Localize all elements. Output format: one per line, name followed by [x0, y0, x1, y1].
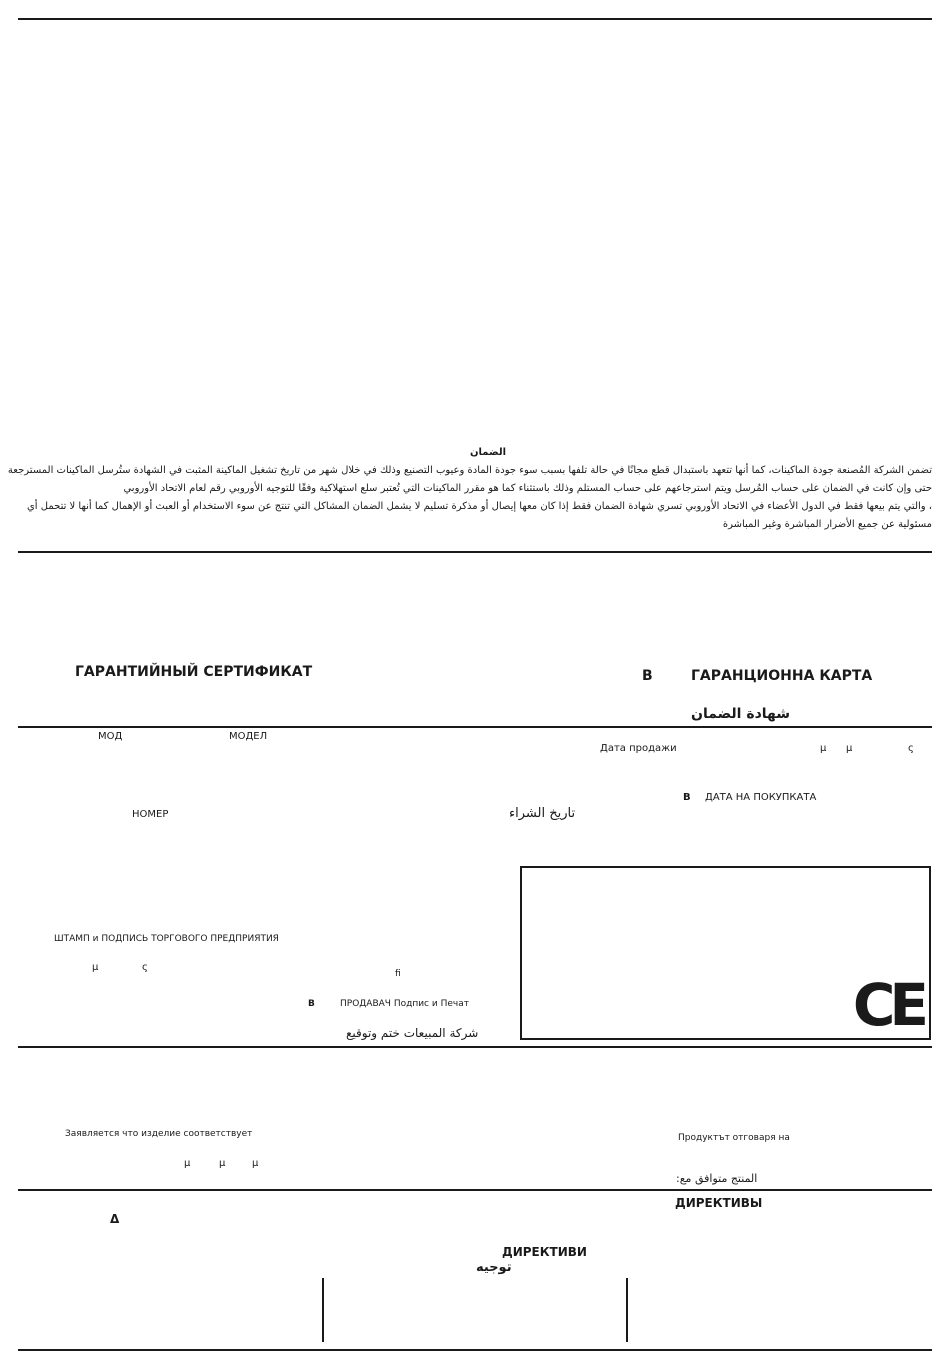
warranty-line-2: حتى وإن كانت في الضمان على حساب المُرسل ويتم استرجاعهم على حساب المستلم وذلك باستثناء كما هو مقرر الماكينات التي تُعتبر سلع استهلاكية وفقًا للتوجيه الأوروبي رقم لعام الاتحاد الأوروبي — [123, 483, 932, 494]
number-label: НОМЕР — [132, 809, 169, 820]
conformity-mark-1: µ — [184, 1158, 191, 1169]
stamp-signature-label-ru: ШТАМП и ПОДПИСЬ ТОРГОВОГО ПРЕДПРИЯТИЯ — [54, 934, 279, 944]
directives-label-bg: ДИРЕКТИВИ — [502, 1245, 587, 1259]
stamp-box — [520, 866, 931, 1040]
certificate-title-bg-prefix: В — [642, 668, 653, 684]
bottom-rule — [18, 1349, 932, 1351]
conformity-label-ru: Заявляется что изделие соответствует — [65, 1129, 253, 1139]
delta-mark: Δ — [110, 1212, 120, 1226]
conformity-label-bg: Продуктът отговаря на — [678, 1133, 790, 1143]
purchase-date-label-ar: تاريخ الشراء — [509, 806, 576, 821]
sale-date-label-ru: Дата продажи — [600, 743, 677, 754]
stamp-mark-2: ς — [142, 962, 148, 973]
stamp-mark-1: µ — [92, 962, 99, 973]
certificate-title-ar: شهادة الضمان — [691, 706, 791, 722]
certificate-header-rule — [18, 726, 932, 728]
fi-mark: fi — [395, 969, 401, 979]
top-rule — [18, 18, 932, 20]
directives-label-ru: ДИРЕКТИВЫ — [675, 1196, 763, 1210]
warranty-line-4: مسئولية عن جميع الأضرار المباشرة وغير المباشرة — [722, 519, 932, 530]
ce-mark: CE — [852, 971, 923, 1039]
certificate-title-bg: ГАРАНЦИОННА КАРТА — [691, 668, 873, 684]
purchase-date-prefix: В — [683, 792, 691, 803]
certificate-title-ru: ГАРАНТИЙНЫЙ СЕРТИФИКАТ — [75, 664, 313, 680]
conformity-label-ar: المنتج متوافق مع: — [676, 1172, 758, 1185]
column-divider-right — [626, 1278, 628, 1342]
mod-label: МОД — [98, 731, 123, 742]
warranty-paragraph-ar — [7, 462, 932, 534]
conformity-mark-3: µ — [252, 1158, 259, 1169]
warranty-bottom-rule — [18, 551, 932, 553]
sale-date-mark-2: µ — [846, 743, 853, 754]
warranty-title-ar: الضمان — [470, 447, 507, 458]
model-label: МОДЕЛ — [229, 731, 268, 742]
conformity-mark-2: µ — [219, 1158, 226, 1169]
seller-label-bg: ПРОДАВАЧ Подпис и Печат — [340, 999, 469, 1009]
purchase-date-label-bg: ДАТА НА ПОКУПКАТА — [705, 792, 817, 803]
warranty-line-3: ، والتي يتم بيعها فقط في الدول الأعضاء في الاتحاد الأوروبي تسري شهادة الضمان فقط إذا كان معها إيصال أو مذكرة تسليم لا يشمل الضمان المشاكل التي تنتج عن سوء الاستخدام أو العبث أو الإهمال كما أنها لا تتحمل أي — [26, 501, 932, 512]
seller-label-ar: شركة المبيعات ختم وتوقيع — [346, 1026, 479, 1040]
directives-label-ar: توجيه — [476, 1260, 512, 1275]
column-divider-left — [322, 1278, 324, 1342]
certificate-bottom-rule — [18, 1046, 932, 1048]
sale-date-mark-3: ς — [908, 743, 914, 754]
sale-date-mark-1: µ — [820, 743, 827, 754]
seller-prefix: В — [308, 999, 315, 1009]
conformity-rule — [18, 1189, 932, 1191]
warranty-line-1: تضمن الشركة المُصنعة جودة الماكينات، كما أنها تتعهد باستبدال قطع مجانًا في حالة تلفها بسبب سوء جودة المادة وعيوب التصنيع وذلك في خلال شهر من تاريخ تشغيل الماكينة المثبت في الشهادة ستُرسل الماكينات المسترجعة — [7, 465, 932, 476]
